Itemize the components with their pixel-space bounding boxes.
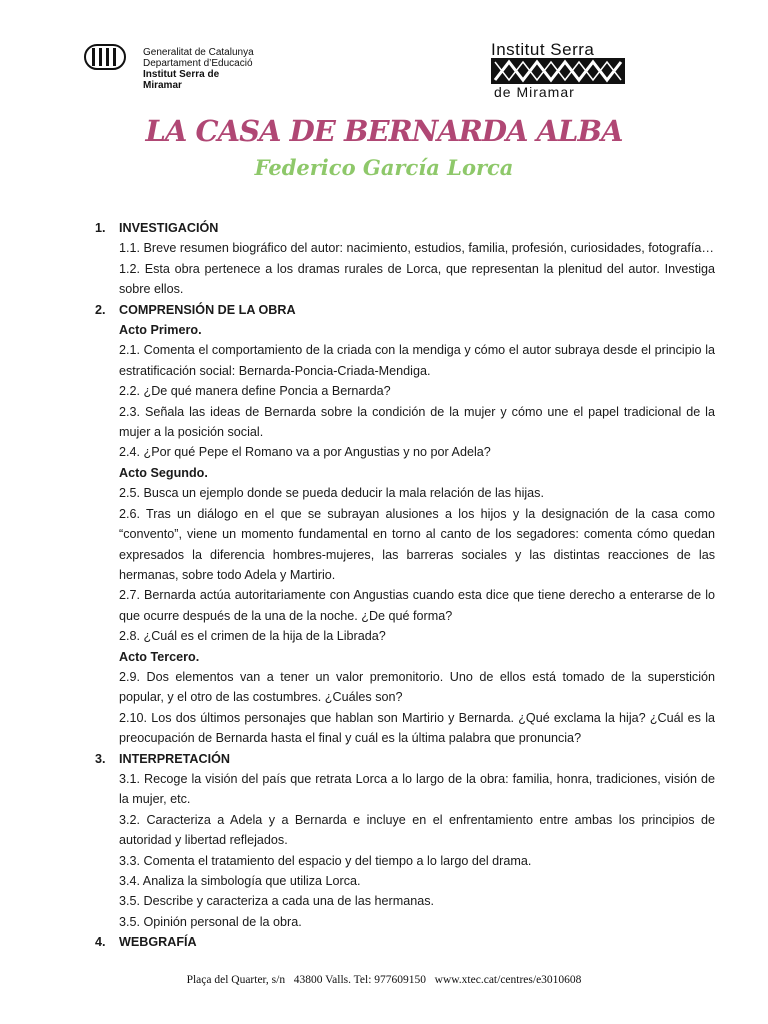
school-name-top: Institut Serra [491,40,595,59]
act-heading: Acto Segundo. [119,465,208,480]
document-subtitle: Federico García Lorca [254,155,514,180]
section-number: 2. [95,302,106,317]
document-title: LA CASA DE BERNARDA ALBA [145,114,623,148]
section-title: INTERPRETACIÓN [119,751,231,766]
question-item: 2.8. ¿Cuál es el crimen de la hija de la Librada? [119,629,386,644]
question-list [95,218,715,953]
question-item: 3.4. Analiza la simbología que utiliza Lorca. [119,874,361,888]
gen-line: Generalitat de Catalunya [143,47,254,58]
question-item: 3.3. Comenta el tratamiento del espacio y del tiempo a lo largo del drama. [119,853,532,868]
question-item: 2.10. Los dos últimos personajes que hablan son Martirio y Bernarda. ¿Qué exclama la hija? ¿Cuál es la preocupación de Bernarda hasta el final y cuál es la última palabra que pronuncia? [119,710,715,746]
section-heading [95,218,715,238]
section-heading [95,749,715,769]
gen-line: Departament d’Educació [143,58,253,69]
gen-line: Miramar [143,80,182,91]
section-title: INVESTIGACIÓN [119,221,219,235]
section-number: 1. [95,221,106,235]
gen-line: Institut Serra de [143,69,220,80]
question-item: 3.5. Opinión personal de la obra. [119,914,302,929]
question-item: 2.5. Busca un ejemplo donde se pueda deducir la mala relación de las hijas. [119,486,544,501]
section-title: WEBGRAFÍA [119,935,197,950]
section-title: COMPRENSIÓN DE LA OBRA [119,302,296,317]
question-item: 2.9. Dos elementos van a tener un valor premonitorio. Uno de ellos está tomado de la superstición popular, y el otro de las costumbres. ¿Cuáles son? [119,669,715,705]
question-item: 2.1. Comenta el comportamiento de la criada con la mendiga y cómo el autor subraya desde el principio la estratificación social: Bernarda-Poncia-Criada-Mendiga. [119,343,715,378]
question-item: 3.2. Caracteriza a Adela y a Bernarda e incluye en el enfrentamiento entre ambas los principios de autoridad y libertad reflejados. [119,812,715,848]
act-heading: Acto Primero. [119,323,202,338]
question-item: 2.7. Bernarda actúa autoritariamente con Angustias cuando esta dice que tiene derecho a enterarse de lo que ocurre después de la una de la noche. ¿De qué forma? [119,588,715,623]
question-item: 2.3. Señala las ideas de Bernarda sobre la condición de la mujer y cómo une el papel tradicional de la mujer a la posición social. [119,404,715,440]
question-item: 2.6. Tras un diálogo en el que se subrayan alusiones a los hijos y la designación de la casa como “convento”, viene un momento fundamental en torno al canto de los segadores: comenta cómo quedan expresados la diferencia hombres-mujeres, las barreras sociales y las distintas reacciones de las hermanas, sobre todo Adela y Martirio. [119,506,715,582]
section-heading [95,932,715,952]
question-item: 3.1. Recoge la visión del país que retrata Lorca a lo largo de la obra: familia, honra, tradiciones, visión de la mujer, etc. [119,771,715,807]
generalitat-text [143,47,254,91]
footer-address: Plaça del Quarter, s/n 43800 Valls. Tel: 977609150 www.xtec.cat/centres/e3010608 [186,974,582,986]
act-heading: Acto Tercero. [119,649,200,664]
generalitat-logo-icon [84,44,126,70]
section-number: 3. [95,751,106,766]
question-item: 1.2. Esta obra pertenece a los dramas rurales de Lorca, que representan la plenitud del autor. Investiga sobre ellos. [119,261,715,297]
section-heading [95,300,715,320]
question-item: 3.5. Describe y caracteriza a cada una de las hermanas. [119,894,435,909]
section-number: 4. [95,935,106,950]
question-item: 1.1. Breve resumen biográfico del autor: nacimiento, estudios, familia, profesión, curiosidades, fotografía… [119,241,715,256]
question-item: 2.4. ¿Por qué Pepe el Romano va a por Angustias y no por Adela? [119,445,491,460]
question-item: 2.2. ¿De qué manera define Poncia a Bernarda? [119,384,391,399]
school-name-bottom: de Miramar [494,84,575,100]
